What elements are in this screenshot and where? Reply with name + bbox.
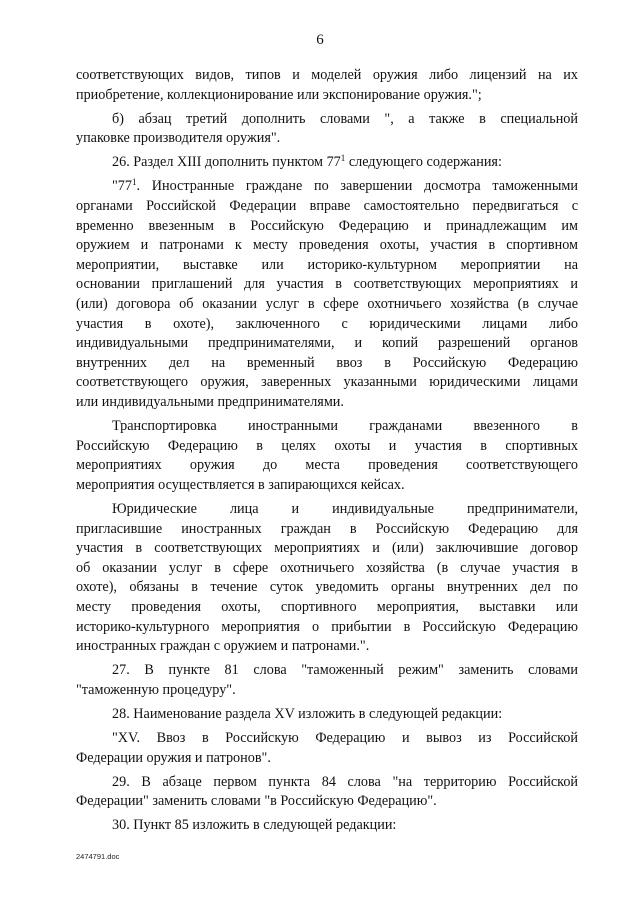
paragraph [76,110,578,149]
paragraph [76,661,578,700]
text-line: (или) договора об оказании услуг в сфере охотничьего хозяйства (в случае [76,296,578,313]
text-line: Российскую Федерацию в целях охоты и участия в спортивных [76,437,578,454]
text-line: 27. В пункте 81 слова "таможенный режим" заменить словами [112,662,578,679]
text-line: мероприятии, выставке или историко-культурном мероприятии на [76,256,578,273]
text-line: месту проведения охоты, спортивного мероприятия, выставки или [76,598,578,615]
text-line: "XV. Ввоз в Российскую Федерацию и вывоз из Российской [112,730,578,746]
text-line: или индивидуальными предпринимателями. [76,394,344,410]
text-line: "таможенную процедуру". [76,681,236,698]
paragraph [76,816,578,836]
text-line: об оказании услуг в сфере охотничьего хозяйства (в случае участия в [76,559,578,576]
text-line: историко-культурного мероприятия о прибытии в Российскую Федерацию [76,618,578,635]
text-line: Федерации" заменить словами "в Российскую Федерацию". [76,793,437,810]
paragraph [76,500,578,657]
text-line: Транспортировка иностранными гражданами ввезенного в [112,418,578,435]
text-line: мероприятия осуществляется в запирающихся кейсах. [76,476,405,493]
paragraph [76,417,578,495]
text-line: приобретение, коллекционирование или экспонирование оружия."; [76,86,482,103]
text-line: участия в соответствующих мероприятиях и (или) заключившие договор [76,540,578,557]
paragraph [76,66,578,105]
text-line: оружием и патронами к месту проведения охоты, участия в спортивном [76,237,578,254]
text-line: индивидуальными предпринимателями, и копий разрешений органов [76,335,578,352]
text-line: пригласившие иностранных граждан в Российскую Федерацию для [76,520,578,537]
text-line: охоте), обязаны в течение суток уведомить органы внутренних дел по [76,579,578,596]
text-line: б) абзац третий дополнить словами ", а также в специальной [112,110,578,127]
text-line: внутренних дел на временный ввоз в Российскую Федерацию [76,354,578,371]
paragraph [76,729,578,768]
text-line: органами Российской Федерации вправе самостоятельно передвигаться с [76,198,578,215]
paragraph [76,705,578,725]
footer-filename: 2474791.doc [76,852,120,861]
document-body [76,66,578,836]
text-line: упаковке производителя оружия". [76,130,281,147]
text-line: участия в охоте), заключенного с юридическими лицами либо [76,315,578,332]
text-line: основании приглашений для участия в соответствующих мероприятиях и [76,276,578,293]
text-line: 30. Пункт 85 изложить в следующей редакции: [112,817,397,834]
text-line: соответствующих видов, типов и моделей оружия либо лицензий на их [76,67,578,83]
text-line: 28. Наименование раздела XV изложить в следующей редакции: [112,705,503,722]
text-line: "$77^1$. Иностранные граждане по завершении досмотра таможенными [112,177,578,195]
text-line: 26. Раздел XIII дополнить пунктом $77^1$ следующего содержания: [112,153,502,171]
paragraph [76,153,578,173]
page-number: 6 [316,32,324,48]
text-line: временно ввезенным в Российскую Федерацию и принадлежащим им [76,217,578,234]
paragraph [76,773,578,812]
text-line: Юридические лица и индивидуальные предприниматели, [112,500,578,517]
text-line: Федерации оружия и патронов". [76,749,271,766]
text-line: соответствующего оружия, заверенных указанными юридическими лицами [76,374,578,391]
text-line: иностранных граждан с оружием и патронами.". [76,638,370,655]
text-line: мероприятиях оружия до места проведения соответствующего [76,457,578,474]
paragraph [76,177,578,412]
text-line: 29. В абзаце первом пункта 84 слова "на территорию Российской [112,773,578,790]
